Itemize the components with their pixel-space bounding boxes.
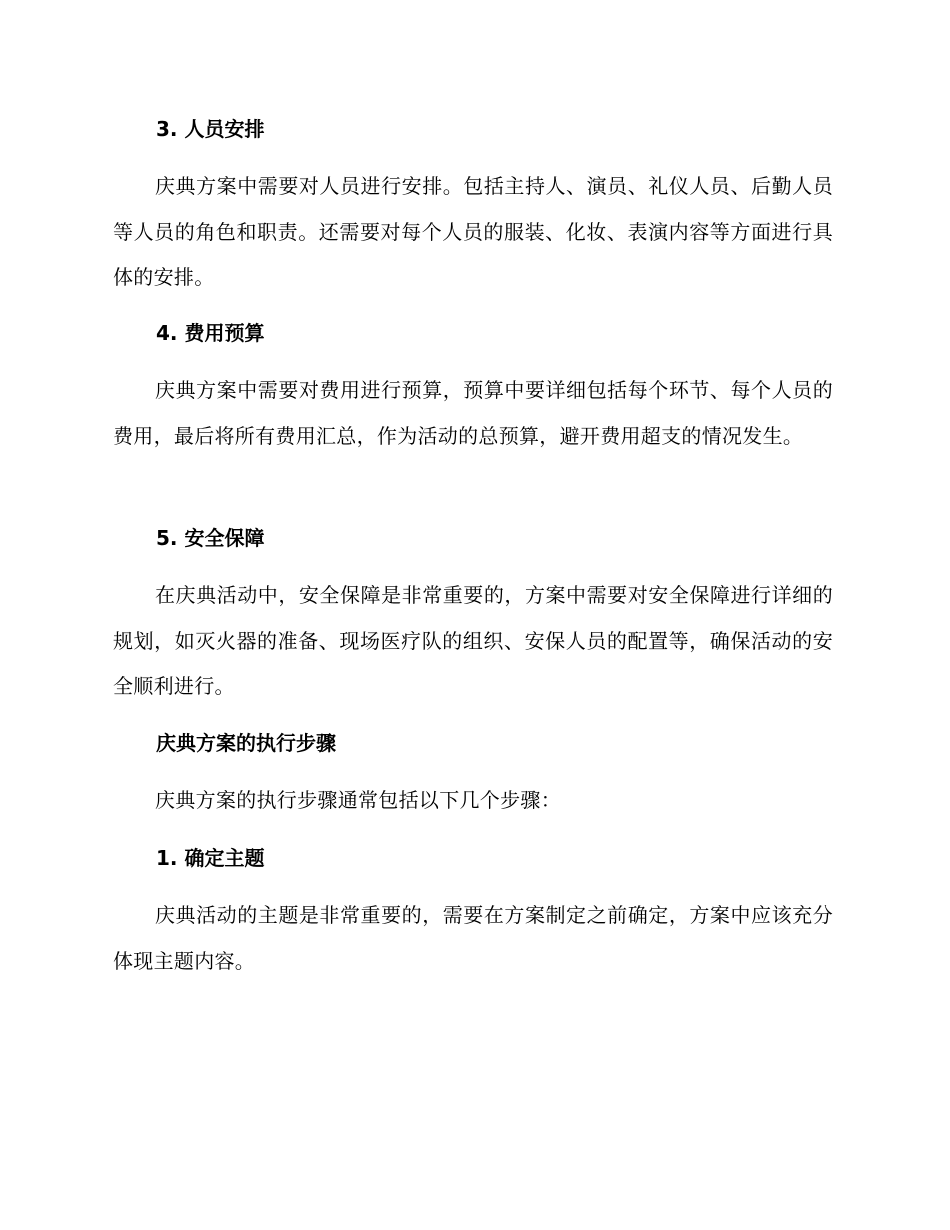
section-paragraph-theme: 庆典活动的主题是非常重要的，需要在方案制定之前确定，方案中应该充分体现主题内容。 — [113, 903, 833, 973]
section-heading-personnel: 3. 人员安排 — [156, 117, 265, 141]
section-paragraph-budget: 庆典方案中需要对费用进行预算，预算中要详细包括每个环节、每个人员的费用，最后将所有费用汇总，作为活动的总预算，避开费用超支的情况发生。 — [113, 378, 833, 448]
section-paragraph-personnel: 庆典方案中需要对人员进行安排。包括主持人、演员、礼仪人员、后勤人员等人员的角色和职责。还需要对每个人员的服装、化妆、表演内容等方面进行具体的安排。 — [113, 174, 833, 289]
section-heading-theme: 1. 确定主题 — [156, 846, 265, 870]
section-heading-budget: 4. 费用预算 — [156, 321, 265, 345]
section-paragraph-safety: 在庆典活动中，安全保障是非常重要的，方案中需要对安全保障进行详细的规划，如灭火器的准备、现场医疗队的组织、安保人员的配置等，确保活动的安全顺利进行。 — [113, 583, 833, 698]
section-heading-safety: 5. 安全保障 — [156, 526, 265, 550]
section-heading-execution-steps: 庆典方案的执行步骤 — [156, 731, 336, 755]
section-paragraph-execution-steps: 庆典方案的执行步骤通常包括以下几个步骤： — [155, 788, 561, 812]
